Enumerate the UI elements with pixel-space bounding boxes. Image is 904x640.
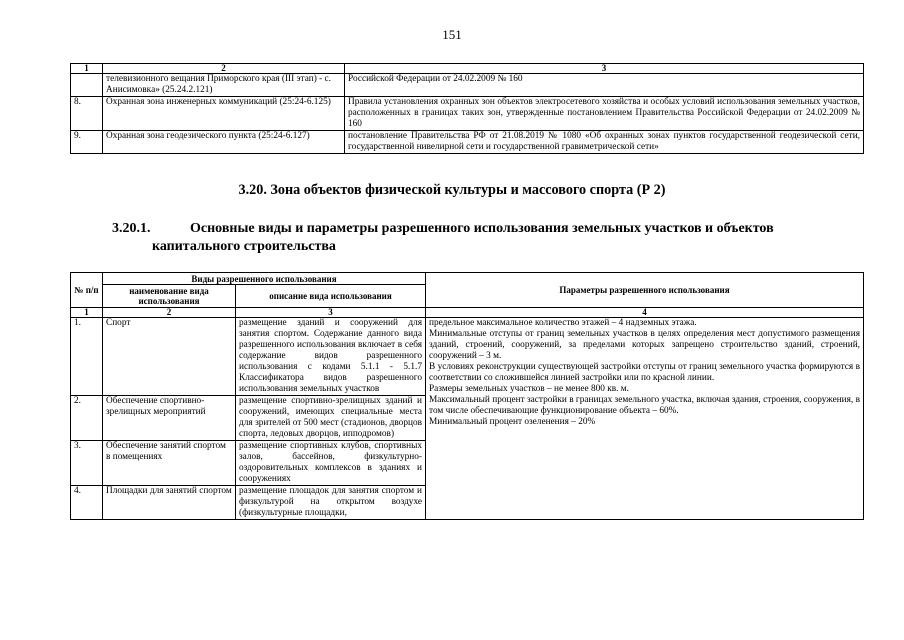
header-desc: описание вида использования bbox=[236, 285, 426, 308]
row-number: 9. bbox=[71, 131, 103, 154]
table-row bbox=[71, 318, 864, 396]
subsection-line2: капитального строительства bbox=[152, 239, 336, 254]
header-name: наименование вида использования bbox=[103, 285, 236, 308]
use-description: размещение зданий и сооружений для занятия спортом. Содержание данного вида разрешенного использования включает в себя содержание видов разрешенного использования с кодами 5.1.1 - 5.1.7 Классификатора видов разрешенного использования земельных участков bbox=[236, 318, 426, 396]
use-description: размещение спортивных клубов, спортивных залов, бассейнов, физкультурно-оздоровительных комплексов в зданиях и сооружениях bbox=[236, 441, 426, 486]
zone-name: телевизионного вещания Приморского края (III этап) - с. Анисимовка» (25.24.2.121) bbox=[103, 74, 345, 97]
col-number: 2 bbox=[103, 308, 236, 318]
use-name: Обеспечение спортивно-зрелищных мероприятий bbox=[103, 396, 236, 441]
legal-basis: Российской Федерации от 24.02.2009 № 160 bbox=[345, 74, 864, 97]
easements-table bbox=[70, 63, 864, 154]
col-number: 4 bbox=[426, 308, 864, 318]
col-number: 3 bbox=[345, 64, 864, 74]
row-number bbox=[71, 74, 103, 97]
header-params: Параметры разрешенного использования bbox=[426, 273, 864, 308]
row-number: 3. bbox=[71, 441, 103, 486]
row-number: 2. bbox=[71, 396, 103, 441]
row-number: 1. bbox=[71, 318, 103, 396]
use-name: Площадки для занятий спортом bbox=[103, 486, 236, 520]
parameter-line: предельное максимальное количество этажей – 4 надземных этажа. bbox=[429, 318, 697, 328]
page-number: 151 bbox=[442, 27, 462, 42]
use-description: размещение спортивно-зрелищных зданий и сооружений, имеющих специальные места для зрителей от 500 мест (стадионов, дворцов спорта, ледовых дворцов, ипподромов) bbox=[236, 396, 426, 441]
parameter-line: Размеры земельных участков – не менее 800 кв. м. bbox=[429, 384, 629, 394]
subsection-title bbox=[112, 220, 858, 256]
column-numbers-row bbox=[71, 308, 864, 318]
col-number: 1 bbox=[71, 308, 103, 318]
parameter-line: В условиях реконструкции существующей застройки отступы от границ земельного участка формируются в соответствии со сложившейся линией застройки или по красной линии. bbox=[429, 362, 860, 383]
parameter-line: Максимальный процент застройки в границах земельного участка, включая здания, строения, сооружения, в том числе обеспечивающие функционирование объекта – 60%. bbox=[429, 395, 860, 416]
zone-name: Охранная зона инженерных коммуникаций (25:24-6.125) bbox=[103, 97, 345, 131]
table-row bbox=[71, 74, 864, 97]
use-parameters bbox=[426, 318, 864, 520]
zone-name: Охранная зона геодезического пункта (25:24-6.127) bbox=[103, 131, 345, 154]
parameter-line: Минимальный процент озеленения – 20% bbox=[429, 417, 596, 427]
header-num: № п/п bbox=[71, 273, 103, 308]
subsection-line1: Основные виды и параметры разрешенного использования земельных участков и объектов bbox=[190, 221, 774, 236]
table-row bbox=[71, 131, 864, 154]
legal-basis: постановление Правительства РФ от 21.08.2019 № 1080 «Об охранных зонах пунктов государственной геодезической сети, государственной нивелирной сети и государственной гравиметрической сети» bbox=[345, 131, 864, 154]
header-group: Виды разрешенного использования bbox=[103, 273, 426, 285]
row-number: 4. bbox=[71, 486, 103, 520]
permitted-use-table bbox=[70, 272, 864, 520]
use-name: Спорт bbox=[103, 318, 236, 396]
parameter-line: Минимальные отступы от границ земельных участков в целях определения мест допустимого размещения зданий, строений, сооружений, за пределами которых запрещено строительство зданий, строений, сооружений – 3 м. bbox=[429, 329, 860, 361]
use-description: размещение площадок для занятия спортом и физкультурой на открытом воздухе (физкультурные площадки, bbox=[236, 486, 426, 520]
col-number: 1 bbox=[71, 64, 103, 74]
table-header-row bbox=[71, 273, 864, 285]
col-number: 3 bbox=[236, 308, 426, 318]
table-header-row bbox=[71, 64, 864, 74]
col-number: 2 bbox=[103, 64, 345, 74]
row-number: 8. bbox=[71, 97, 103, 131]
section-title: 3.20. Зона объектов физической культуры и массового спорта (Р 2) bbox=[238, 182, 666, 198]
table-row bbox=[71, 97, 864, 131]
subsection-number: 3.20.1. bbox=[112, 221, 151, 236]
legal-basis: Правила установления охранных зон объектов электросетевого хозяйства и особых условий использования земельных участков, расположенных в границах таких зон, утвержденные постановлением Правительства Российской Федерации от 24.02.2009 № 160 bbox=[345, 97, 864, 131]
use-name: Обеспечение занятий спортом в помещениях bbox=[103, 441, 236, 486]
